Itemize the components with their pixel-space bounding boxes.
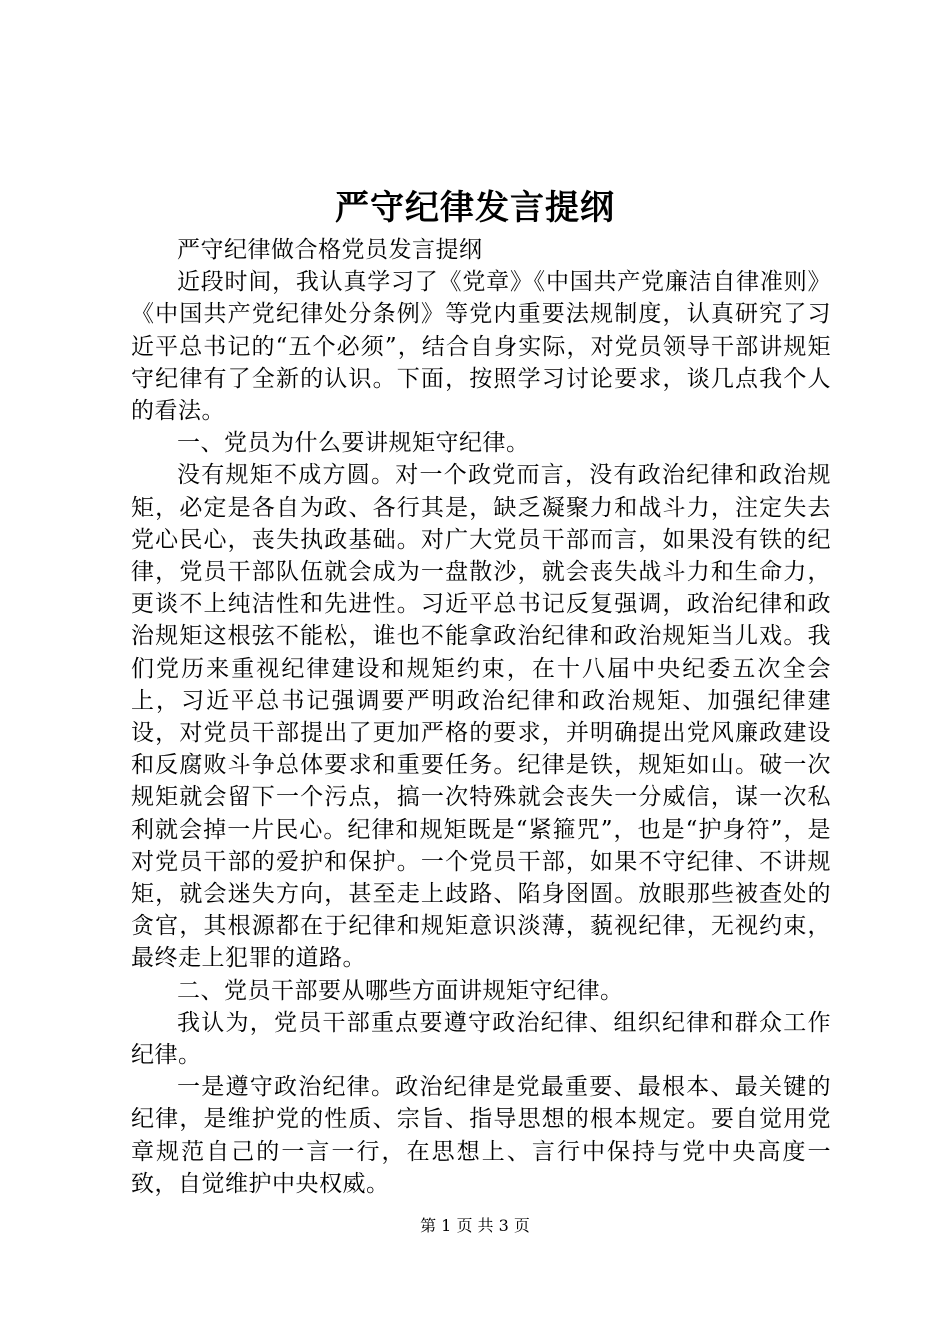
body-paragraph: 我认为，党员干部重点要遵守政治纪律、组织纪律和群众工作纪律。 xyxy=(131,1009,831,1069)
document-title: 严守纪律发言提纲 xyxy=(335,188,615,228)
body-paragraph: 一是遵守政治纪律。政治纪律是党最重要、最根本、最关键的纪律，是维护党的性质、宗旨、指导思想的根本规定。要自觉用党章规范自己的一言一行，在思想上、言行中保持与党中央高度一致，自觉维护中央权威。 xyxy=(131,1074,831,1197)
subtitle-paragraph: 严守纪律做合格党员发言提纲 xyxy=(177,237,483,263)
body-paragraph: 没有规矩不成方圆。对一个政党而言，没有政治纪律和政治规矩，必定是各自为政、各行其是，缺乏凝聚力和战斗力，注定失去党心民心，丧失执政基础。对广大党员干部而言，如果没有铁的纪律，党员干部队伍就会成为一盘散沙，就会丧失战斗力和生命力，更谈不上纯洁性和先进性。习近平总书记反复强调，政治纪律和政治规矩这根弦不能松，谁也不能拿政治纪律和政治规矩当儿戏。我们党历来重视纪律建设和规矩约束，在十八届中央纪委五次全会上，习近平总书记强调要严明政治纪律和政治规矩、加强纪律建设，对党员干部提出了更加严格的要求，并明确提出党风廉政建设和反腐败斗争总体要求和重要任务。纪律是铁，规矩如山。破一次规矩就会留下一个污点，搞一次特殊就会丧失一分威信，谋一次私利就会掉一片民心。纪律和规矩既是“紧箍咒”，也是“护身符”，是对党员干部的爱护和保护。一个党员干部，如果不守纪律、不讲规矩，就会迷失方向，甚至走上歧路、陷身囹圄。放眼那些被查处的贪官，其根源都在于纪律和规矩意识淡薄，藐视纪律，无视约束，最终走上犯罪的道路。 xyxy=(131,462,831,972)
section-heading-1: 一、党员为什么要讲规矩守纪律。 xyxy=(177,430,530,457)
intro-paragraph: 近段时间，我认真学习了《党章》《中国共产党廉洁自律准则》《中国共产党纪律处分条例》等党内重要法规制度，认真研究了习近平总书记的“五个必须”，结合自身实际，对党员领导干部讲规矩守纪律有了全新的认识。下面，按照学习讨论要求，谈几点我个人的看法。 xyxy=(131,269,831,425)
section-heading-2: 二、党员干部要从哪些方面讲规矩守纪律。 xyxy=(177,977,624,1004)
page-footer: 第 1 页 共 3 页 xyxy=(420,1216,530,1235)
document-body xyxy=(131,234,831,1200)
